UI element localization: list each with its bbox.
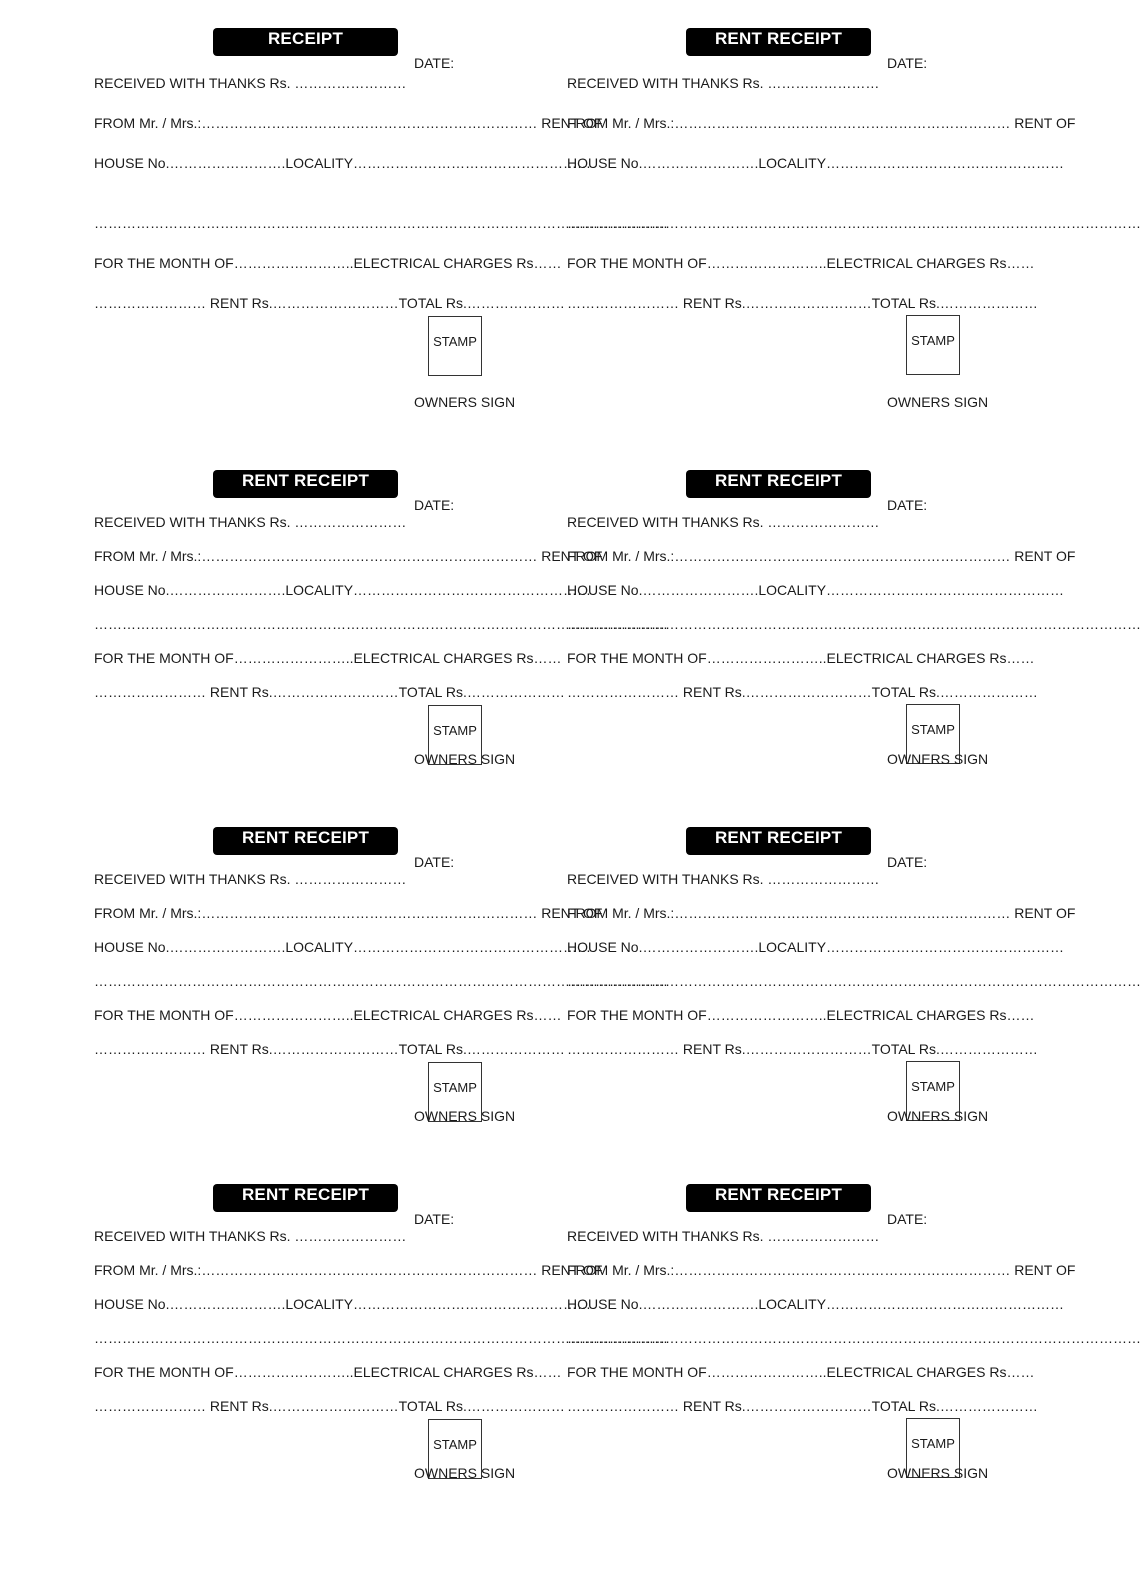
date-label: DATE: — [414, 1211, 455, 1227]
stamp-box: STAMP — [906, 1061, 960, 1121]
rent-line: …………………… RENT Rs.………………………TOTAL Rs.………………… — [567, 1398, 1038, 1414]
received-line: RECEIVED WITH THANKS Rs. …………………… — [567, 514, 880, 530]
house-line: HOUSE No.…………………….LOCALITY…………………………………………… — [94, 1296, 592, 1312]
owners-sign-label: OWNERS SIGN — [887, 1108, 989, 1124]
month-line: FOR THE MONTH OF……………………..ELECTRICAL CHARGES Rs…… — [567, 650, 1035, 666]
blank-line: …………………………………………………………………………………………………………… — [94, 973, 668, 989]
month-line: FOR THE MONTH OF……………………..ELECTRICAL CHARGES Rs…… — [94, 650, 562, 666]
receipt-title: RENT RECEIPT — [686, 827, 871, 855]
owners-sign-label: OWNERS SIGN — [414, 751, 516, 767]
blank-line: …………………………………………………………………………………………………………… — [94, 215, 668, 231]
receipt-title: RENT RECEIPT — [686, 470, 871, 498]
from-line: FROM Mr. / Mrs.:……………………………………………………………… RENT OF — [94, 548, 603, 564]
blank-line: …………………………………………………………………………………………………………… — [567, 616, 1141, 632]
date-label: DATE: — [887, 497, 928, 513]
house-line: HOUSE No.…………………….LOCALITY…………………………………………… — [94, 939, 592, 955]
house-line: HOUSE No.…………………….LOCALITY…………………………………………… — [567, 582, 1065, 598]
receipt-2 — [567, 28, 1141, 428]
owners-sign-label: OWNERS SIGN — [887, 1465, 989, 1481]
received-line: RECEIVED WITH THANKS Rs. …………………… — [94, 1228, 407, 1244]
month-line: FOR THE MONTH OF……………………..ELECTRICAL CHARGES Rs…… — [567, 1007, 1035, 1023]
owners-sign-label: OWNERS SIGN — [414, 394, 516, 410]
from-line: FROM Mr. / Mrs.:……………………………………………………………… RENT OF — [567, 115, 1076, 131]
from-line: FROM Mr. / Mrs.:……………………………………………………………… RENT OF — [567, 1262, 1076, 1278]
date-label: DATE: — [887, 1211, 928, 1227]
receipt-7 — [94, 1184, 668, 1584]
received-line: RECEIVED WITH THANKS Rs. …………………… — [94, 514, 407, 530]
month-line: FOR THE MONTH OF……………………..ELECTRICAL CHARGES Rs…… — [94, 1007, 562, 1023]
receipt-1 — [94, 28, 668, 428]
receipt-5 — [94, 827, 668, 1227]
date-label: DATE: — [887, 55, 928, 71]
blank-line: …………………………………………………………………………………………………………… — [567, 215, 1141, 231]
received-line: RECEIVED WITH THANKS Rs. …………………… — [567, 1228, 880, 1244]
from-line: FROM Mr. / Mrs.:……………………………………………………………… RENT OF — [567, 905, 1076, 921]
date-label: DATE: — [414, 497, 455, 513]
stamp-box: STAMP — [428, 1062, 482, 1122]
stamp-box: STAMP — [906, 315, 960, 375]
received-line: RECEIVED WITH THANKS Rs. …………………… — [567, 75, 880, 91]
rent-line: …………………… RENT Rs.………………………TOTAL Rs.………………… — [94, 1398, 565, 1414]
month-line: FOR THE MONTH OF……………………..ELECTRICAL CHARGES Rs…… — [94, 255, 562, 271]
receipt-8 — [567, 1184, 1141, 1584]
house-line: HOUSE No.…………………….LOCALITY…………………………………………… — [567, 155, 1065, 171]
from-line: FROM Mr. / Mrs.:……………………………………………………………… RENT OF — [567, 548, 1076, 564]
owners-sign-label: OWNERS SIGN — [887, 394, 989, 410]
rent-line: …………………… RENT Rs.………………………TOTAL Rs.………………… — [94, 1041, 565, 1057]
receipt-3 — [94, 470, 668, 870]
rent-line: …………………… RENT Rs.………………………TOTAL Rs.………………… — [94, 295, 565, 311]
from-line: FROM Mr. / Mrs.:……………………………………………………………… RENT OF — [94, 1262, 603, 1278]
blank-line: …………………………………………………………………………………………………………… — [567, 1330, 1141, 1346]
rent-line: …………………… RENT Rs.………………………TOTAL Rs.………………… — [567, 684, 1038, 700]
received-line: RECEIVED WITH THANKS Rs. …………………… — [94, 871, 407, 887]
house-line: HOUSE No.…………………….LOCALITY…………………………………………… — [94, 582, 592, 598]
receipt-title: RENT RECEIPT — [213, 1184, 398, 1212]
month-line: FOR THE MONTH OF……………………..ELECTRICAL CHARGES Rs…… — [94, 1364, 562, 1380]
owners-sign-label: OWNERS SIGN — [414, 1108, 516, 1124]
rent-line: …………………… RENT Rs.………………………TOTAL Rs.………………… — [567, 1041, 1038, 1057]
blank-line: …………………………………………………………………………………………………………… — [567, 973, 1141, 989]
owners-sign-label: OWNERS SIGN — [414, 1465, 516, 1481]
blank-line: …………………………………………………………………………………………………………… — [94, 616, 668, 632]
received-line: RECEIVED WITH THANKS Rs. …………………… — [94, 75, 407, 91]
receipt-title: RENT RECEIPT — [213, 827, 398, 855]
receipt-title: RECEIPT — [213, 28, 398, 56]
receipt-4 — [567, 470, 1141, 870]
rent-line: …………………… RENT Rs.………………………TOTAL Rs.………………… — [94, 684, 565, 700]
owners-sign-label: OWNERS SIGN — [887, 751, 989, 767]
receipt-title: RENT RECEIPT — [213, 470, 398, 498]
blank-line: …………………………………………………………………………………………………………… — [94, 1330, 668, 1346]
house-line: HOUSE No.…………………….LOCALITY…………………………………………… — [567, 1296, 1065, 1312]
stamp-box: STAMP — [906, 704, 960, 764]
date-label: DATE: — [887, 854, 928, 870]
stamp-box: STAMP — [428, 316, 482, 376]
house-line: HOUSE No.…………………….LOCALITY…………………………………………… — [567, 939, 1065, 955]
from-line: FROM Mr. / Mrs.:……………………………………………………………… RENT OF — [94, 905, 603, 921]
receipt-title: RENT RECEIPT — [686, 28, 871, 56]
date-label: DATE: — [414, 55, 455, 71]
stamp-box: STAMP — [428, 1419, 482, 1479]
receipt-6 — [567, 827, 1141, 1227]
rent-line: …………………… RENT Rs.………………………TOTAL Rs.………………… — [567, 295, 1038, 311]
month-line: FOR THE MONTH OF……………………..ELECTRICAL CHARGES Rs…… — [567, 255, 1035, 271]
stamp-box: STAMP — [428, 705, 482, 765]
receipt-title: RENT RECEIPT — [686, 1184, 871, 1212]
date-label: DATE: — [414, 854, 455, 870]
received-line: RECEIVED WITH THANKS Rs. …………………… — [567, 871, 880, 887]
from-line: FROM Mr. / Mrs.:……………………………………………………………… RENT OF — [94, 115, 603, 131]
stamp-box: STAMP — [906, 1418, 960, 1478]
month-line: FOR THE MONTH OF……………………..ELECTRICAL CHARGES Rs…… — [567, 1364, 1035, 1380]
house-line: HOUSE No.…………………….LOCALITY…………………………………………… — [94, 155, 592, 171]
